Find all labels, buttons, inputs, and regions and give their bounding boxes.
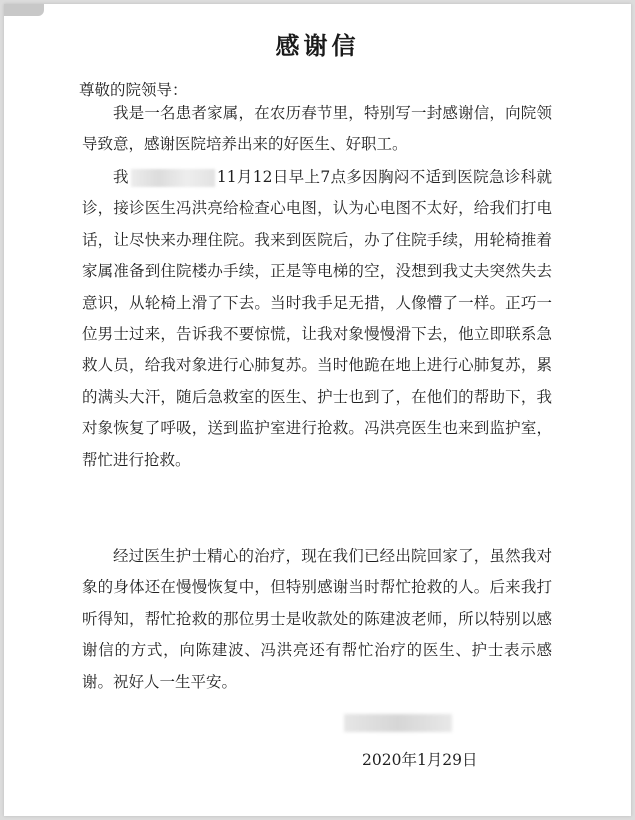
letter-title: 感谢信 (275, 32, 360, 60)
paragraph-2-body: 11月12日早上7点多因胸闷不适到医院急诊科就诊，接诊医生冯洪亮给检查心电图，认为心电图不太好，给我们打电话，让尽快来办理住院。我来到医院后，办了住院手续，用轮椅推着家属准备到住院楼办手续，正是等电梯的空，没想到我丈夫突然失去意识，从轮椅上滑了下去。当时我手足无措，人像懵了一样。正巧一位男士过来，告诉我不要惊慌，让我对象慢慢滑下去，他立即联系急救人员，给我对象进行心肺复苏。当时他跪在地上进行心肺复苏，累的满头大汗，随后急救室的医生、护士也到了，在他们的帮助下，我对象恢复了呼吸，送到监护室进行抢救。冯洪亮医生也来到监护室，帮忙进行抢救。 (82, 168, 552, 469)
paragraph-3: 经过医生护士精心的治疗，现在我们已经出院回家了，虽然我对象的身体还在慢慢恢复中，但特别感谢当时帮忙抢救的人。后来我打听得知，帮忙抢救的那位男士是收款处的陈建波老师，所以特别以感谢信的方式，向陈建波、冯洪亮还有帮忙治疗的医生、护士表示感谢。祝好人一生平安。 (82, 547, 552, 691)
paragraph-2-start: 我 (113, 168, 129, 186)
redacted-signature-blur (344, 714, 452, 732)
letter-page (4, 4, 631, 816)
redacted-name-blur (131, 169, 215, 187)
letter-date: 2020年1月29日 (362, 751, 478, 769)
paragraph-1: 我是一名患者家属，在农历春节里，特别写一封感谢信，向院领导致意，感谢医院培养出来的好医生、好职工。 (82, 104, 552, 154)
salutation: 尊敬的院领导： (79, 81, 188, 99)
corner-mark (4, 4, 44, 16)
paragraph-2 (82, 162, 552, 476)
